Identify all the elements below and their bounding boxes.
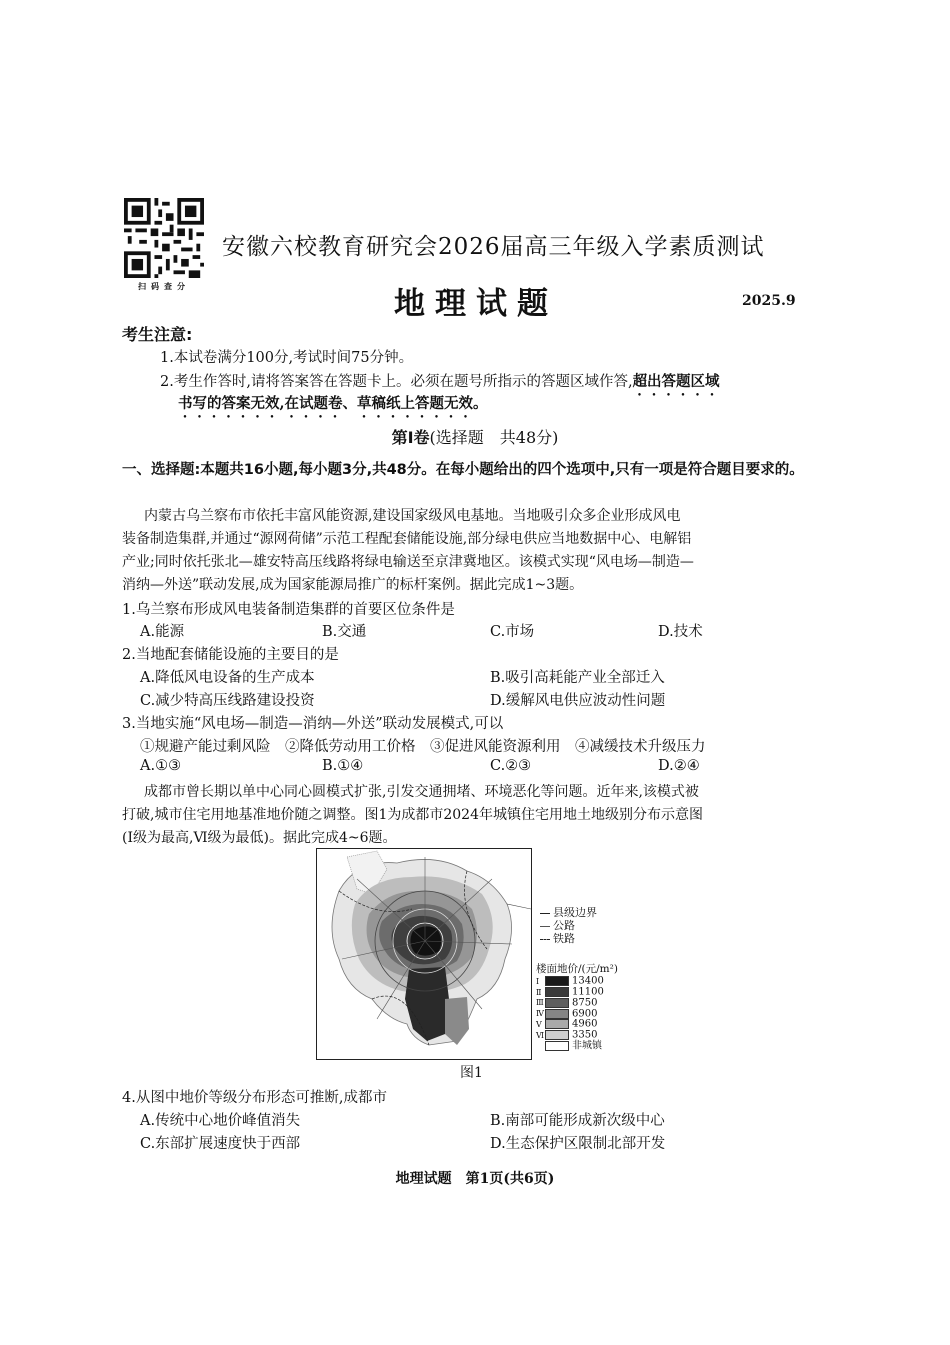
price-legend-row bbox=[536, 998, 636, 1009]
price-level-swatch bbox=[545, 1030, 569, 1040]
q1-option-a[interactable]: A.能源 bbox=[140, 624, 185, 640]
notice-heading: 考生注意: bbox=[122, 325, 193, 344]
q2-option-d[interactable]: D.缓解风电供应波动性问题 bbox=[490, 693, 666, 709]
section-title bbox=[0, 425, 950, 448]
q3-statements: ①规避产能过剩风险 ②降低劳动用工价格 ③促进风能资源利用 ④减缓技术升级压力 bbox=[140, 739, 706, 755]
price-legend-row bbox=[536, 1041, 636, 1052]
figure-caption: 图1 bbox=[460, 1065, 483, 1081]
q3-option-b[interactable]: B.①④ bbox=[322, 758, 364, 774]
page-footer: 地理试题 第1页(共6页) bbox=[395, 1171, 555, 1187]
price-level-swatch bbox=[545, 976, 569, 986]
price-legend-title: 楼面地价/(元/m²) bbox=[536, 963, 618, 975]
map-price-legend bbox=[536, 964, 636, 1052]
passage-2-line-1: 成都市曾长期以单中心同心圆模式扩张,引发交通拥堵、环境恶化等问题。近年来,该模式被 bbox=[144, 784, 699, 800]
map-line-legend bbox=[540, 906, 597, 945]
price-level-label: Ⅲ bbox=[536, 998, 544, 1008]
q3-option-c[interactable]: C.②③ bbox=[490, 758, 532, 774]
price-level-value: 4960 bbox=[572, 1018, 598, 1030]
price-level-value: 3350 bbox=[572, 1029, 598, 1041]
part-one-instruction: 一、选择题:本题共16小题,每小题3分,共48分。在每小题给出的四个选项中,只有一项是符合题目要求的。 bbox=[122, 462, 804, 478]
q4-option-d[interactable]: D.生态保护区限制北部开发 bbox=[490, 1136, 666, 1152]
price-level-label: Ⅴ bbox=[536, 1019, 542, 1029]
price-level-swatch bbox=[545, 998, 569, 1008]
price-level-value: 11100 bbox=[572, 986, 604, 998]
q4-option-c[interactable]: C.东部扩展速度快于西部 bbox=[140, 1136, 301, 1152]
qr-caption: 扫码查分 bbox=[138, 281, 190, 291]
chengdu-land-price-map bbox=[316, 848, 532, 1060]
q1-option-c[interactable]: C.市场 bbox=[490, 624, 535, 640]
price-level-label: Ⅰ bbox=[536, 976, 540, 986]
passage-1-line-3: 产业;同时依托张北—雄安特高压线路将绿电输送至京津冀地区。该模式实现“风电场—制造— bbox=[122, 554, 694, 570]
price-level-label: Ⅵ bbox=[536, 1030, 545, 1040]
legend-county-border bbox=[540, 906, 597, 919]
q2-option-c[interactable]: C.减少特高压线路建设投资 bbox=[140, 693, 315, 709]
q4-option-b[interactable]: B.南部可能形成新次级中心 bbox=[490, 1113, 665, 1129]
legend-highway-swatch bbox=[540, 926, 550, 927]
legend-county-border-swatch bbox=[540, 913, 550, 914]
price-legend-row bbox=[536, 1019, 636, 1030]
notice-emphasis-2: 书写的答案无效,在试题卷、草稿纸上答题无效。 bbox=[178, 395, 488, 412]
legend-highway bbox=[540, 919, 597, 932]
question-1-stem: 1.乌兰察布形成风电装备制造集群的首要区位条件是 bbox=[122, 602, 455, 618]
price-level-value: 非城镇 bbox=[572, 1040, 602, 1052]
notice-item-2-text: 2.考生作答时,请将答案答在答题卡上。必须在题号所指示的答题区域作答, bbox=[160, 374, 633, 390]
page-title: 地理试题 bbox=[394, 286, 558, 322]
legend-railway-label: 铁路 bbox=[553, 932, 575, 945]
price-level-swatch bbox=[545, 1009, 569, 1019]
price-legend-row bbox=[536, 976, 636, 987]
passage-1-line-2: 装备制造集群,并通过“源网荷储”示范工程配套储能设施,部分绿电供应当地数据中心、电解铝 bbox=[122, 531, 692, 547]
price-legend-row bbox=[536, 1009, 636, 1020]
legend-county-border-label: 县级边界 bbox=[553, 906, 597, 919]
price-level-swatch bbox=[545, 1019, 569, 1029]
q3-option-d[interactable]: D.②④ bbox=[658, 758, 700, 774]
qr-code-icon[interactable] bbox=[122, 198, 206, 278]
q2-option-b[interactable]: B.吸引高耗能产业全部迁入 bbox=[490, 670, 665, 686]
q1-option-d[interactable]: D.技术 bbox=[658, 624, 703, 640]
price-legend-row bbox=[536, 987, 636, 998]
section-title-main: 第Ⅰ卷 bbox=[391, 428, 430, 447]
passage-1-line-1: 内蒙古乌兰察布市依托丰富风能资源,建设国家级风电基地。当地吸引众多企业形成风电 bbox=[144, 508, 681, 524]
question-3-stem: 3.当地实施“风电场—制造—消纳—外送”联动发展模式,可以 bbox=[122, 716, 504, 732]
exam-date: 2025.9 bbox=[742, 293, 796, 309]
price-level-value: 13400 bbox=[572, 975, 604, 987]
passage-1-line-4: 消纳—外送”联动发展,成为国家能源局推广的标杆案例。据此完成1~3题。 bbox=[122, 577, 584, 593]
question-2-stem: 2.当地配套储能设施的主要目的是 bbox=[122, 647, 339, 663]
q4-option-a[interactable]: A.传统中心地价峰值消失 bbox=[140, 1113, 301, 1129]
q1-option-b[interactable]: B.交通 bbox=[322, 624, 367, 640]
legend-highway-label: 公路 bbox=[553, 919, 575, 932]
price-level-value: 6900 bbox=[572, 1008, 598, 1020]
notice-item-1: 1.本试卷满分100分,考试时间75分钟。 bbox=[160, 350, 414, 366]
q3-option-a[interactable]: A.①③ bbox=[140, 758, 182, 774]
section-subtitle: (选择题 共48分) bbox=[429, 428, 559, 447]
passage-2-line-2: 打破,城市住宅用地基准地价随之调整。图1为成都市2024年城镇住宅用地土地级别分布示意图 bbox=[122, 807, 703, 823]
price-level-swatch bbox=[545, 987, 569, 997]
q2-option-a[interactable]: A.降低风电设备的生产成本 bbox=[140, 670, 315, 686]
price-legend-row bbox=[536, 1030, 636, 1041]
passage-2-line-3: (Ⅰ级为最高,Ⅵ级为最低)。据此完成4~6题。 bbox=[122, 830, 397, 846]
exam-school-title: 安徽六校教育研究会2026届高三年级入学素质测试 bbox=[222, 234, 765, 260]
legend-railway bbox=[540, 932, 597, 945]
question-4-stem: 4.从图中地价等级分布形态可推断,成都市 bbox=[122, 1090, 387, 1106]
price-level-value: 8750 bbox=[572, 997, 598, 1009]
price-level-label: Ⅱ bbox=[536, 987, 542, 997]
legend-railway-swatch bbox=[540, 939, 550, 940]
price-level-label: Ⅳ bbox=[536, 1009, 544, 1019]
price-level-swatch bbox=[545, 1041, 569, 1051]
notice-emphasis-1: 超出答题区域 bbox=[632, 373, 720, 390]
